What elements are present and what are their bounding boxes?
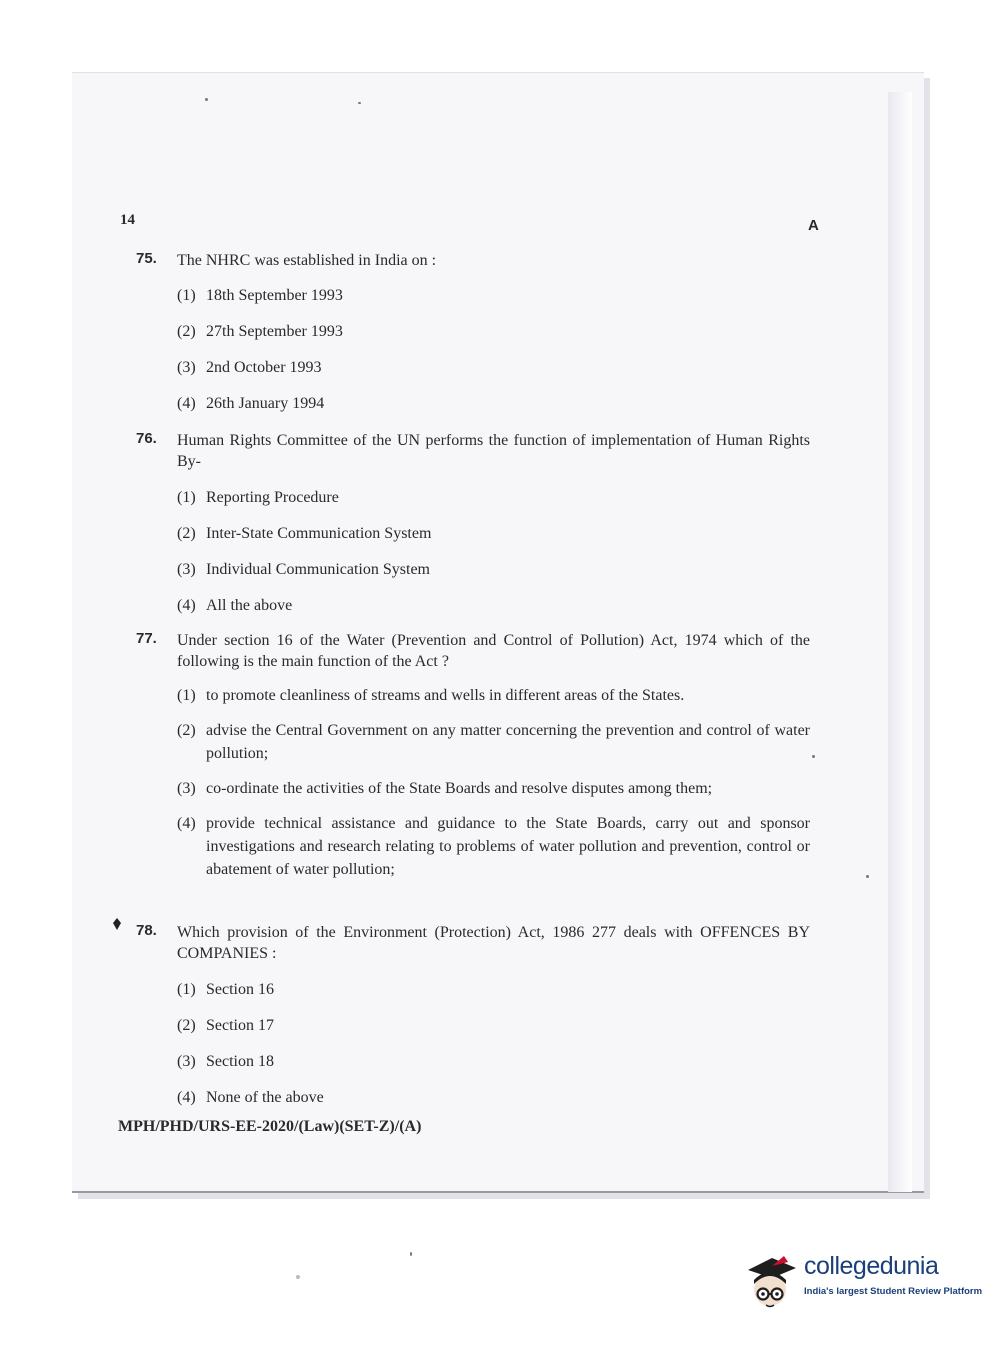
scan-speck	[866, 875, 869, 878]
option: (2) Section 17	[177, 1017, 274, 1034]
mascot-icon	[742, 1250, 802, 1312]
option: (3) Section 18	[177, 1053, 274, 1070]
option: (1) to promote cleanliness of streams and wells in different areas of the States.	[177, 687, 685, 704]
option: (2) 27th September 1993	[177, 323, 343, 340]
question-text: Human Rights Committee of the UN performs the function of implementation of Human Rights By-	[177, 432, 810, 470]
option: (2) Inter-State Communication System	[177, 525, 432, 542]
set-letter: A	[808, 217, 819, 234]
option: (4) None of the above	[177, 1089, 324, 1106]
bullet-icon	[111, 918, 123, 930]
option: (4) 26th January 1994	[177, 395, 325, 412]
scan-speck	[812, 755, 815, 758]
question-77	[136, 630, 810, 881]
option: (4) All the above	[177, 597, 293, 614]
page-edge-shadow	[888, 92, 912, 1192]
option: (1) 18th September 1993	[177, 287, 343, 304]
question-number: 78.	[136, 922, 157, 939]
question-text: The NHRC was established in India on :	[177, 252, 437, 269]
paper-code: MPH/PHD/URS-EE-2020/(Law)(SET-Z)/(A)	[118, 1118, 422, 1135]
option: (3) 2nd October 1993	[177, 359, 322, 376]
option: (1) Reporting Procedure	[177, 489, 339, 506]
question-text: Which provision of the Environment (Protection) Act, 1986 277 deals with OFFENCES BY COMPANIES :	[177, 924, 810, 962]
scan-speck	[410, 1252, 412, 1256]
option: (4) provide technical assistance and guidance to the State Boards, carry out and sponsor investigations and research relating to problems of water pollution and prevention, control or abatement of water pollution;	[177, 815, 810, 878]
question-number: 75.	[136, 250, 157, 267]
option: (1) Section 16	[177, 981, 274, 998]
option: (3) co-ordinate the activities of the State Boards and resolve disputes among them;	[177, 780, 713, 797]
logo-brand-text: collegedunia	[804, 1252, 939, 1280]
page-number: 14	[120, 212, 135, 228]
logo-tagline: India's largest Student Review Platform	[804, 1286, 983, 1297]
scan-speck	[205, 98, 208, 101]
scan-speck	[296, 1275, 300, 1279]
question-number: 76.	[136, 430, 157, 447]
question-78	[136, 922, 810, 1109]
option: (2) advise the Central Government on any matter concerning the prevention and control of water pollution;	[177, 722, 810, 762]
scan-speck	[358, 102, 361, 104]
question-76	[136, 430, 810, 617]
option: (3) Individual Communication System	[177, 561, 430, 578]
question-text: Under section 16 of the Water (Prevention and Control of Pollution) Act, 1974 which of the following is the main function of the Act ?	[177, 632, 810, 670]
collegedunia-logo	[742, 1250, 983, 1312]
question-75	[136, 250, 810, 415]
question-number: 77.	[136, 630, 157, 647]
